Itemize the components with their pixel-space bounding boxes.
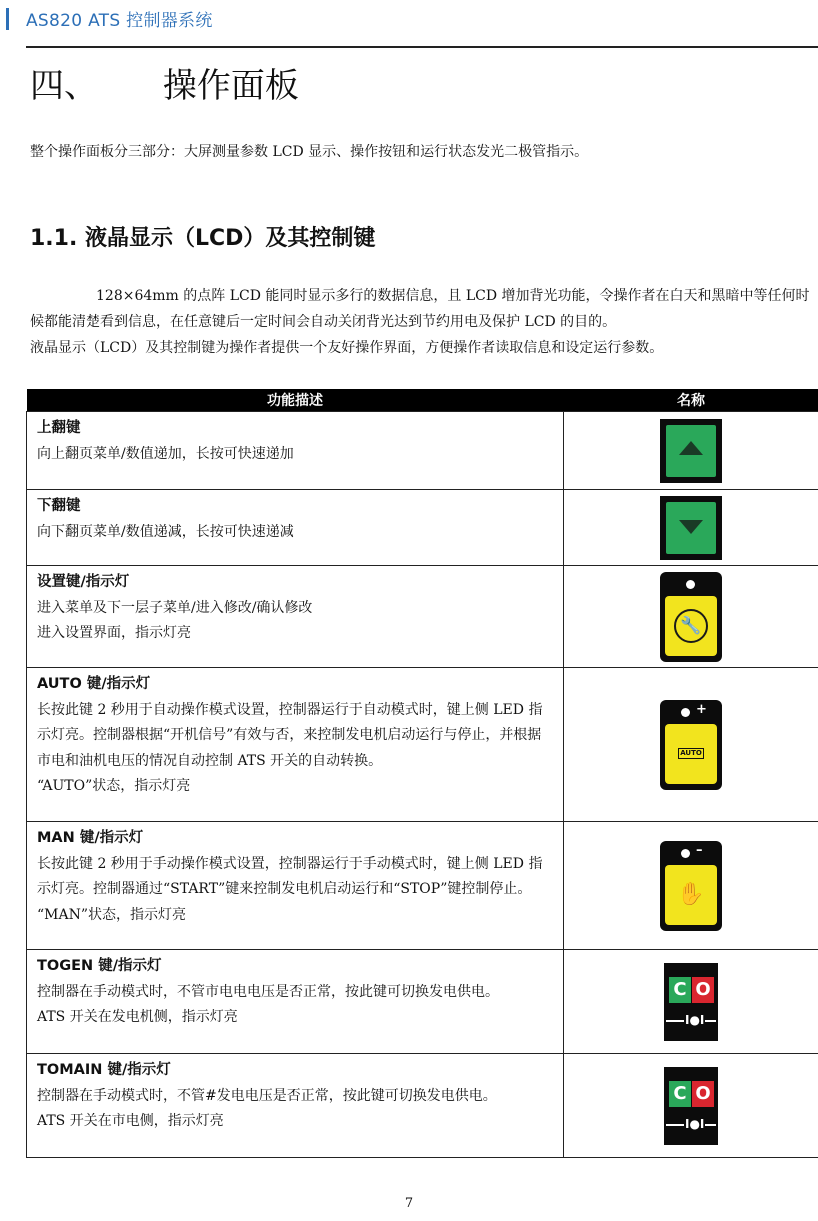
- row-description: [27, 490, 564, 566]
- wrench-icon: 🔧: [674, 609, 708, 643]
- row-description: [27, 1054, 564, 1158]
- row-icon-cell: [564, 490, 818, 566]
- row-icon-cell: [564, 822, 818, 950]
- auto-key-icon: + AUTO: [660, 700, 722, 790]
- table-row: [27, 490, 818, 566]
- key-name: 上翻键: [37, 420, 81, 436]
- row-icon-cell: [564, 1054, 818, 1158]
- intro-text: 整个操作面板分三部分：大屏测量参数 LCD 显示、操作按钮和运行状态发光二极管指示。: [30, 144, 589, 160]
- header-rule: [26, 46, 818, 48]
- key-desc-line: 向下翻页菜单/数值递减，长按可快速递减: [37, 523, 294, 540]
- key-desc-line: 进入菜单及下一层子菜单/进入修改/确认修改: [37, 599, 313, 616]
- key-desc-line: ATS 开关在市电侧，指示灯亮: [37, 1113, 224, 1130]
- key-desc-line: “AUTO”状态，指示灯亮: [37, 778, 191, 795]
- table-row: [27, 668, 818, 822]
- section-number: 四、: [30, 66, 98, 106]
- hand-man-key-icon: – ✋: [660, 841, 722, 931]
- row-icon-cell: [564, 566, 818, 668]
- co-togen-key-icon: C O I●I: [664, 963, 718, 1041]
- key-desc-line: 进入设置界面，指示灯亮: [37, 625, 191, 642]
- function-table: [26, 389, 818, 1158]
- key-name: AUTO 键/指示灯: [37, 676, 151, 692]
- down-arrow-key-icon: [660, 496, 722, 560]
- row-description: [27, 412, 564, 490]
- header-title: AS820 ATS 控制器系统: [26, 11, 213, 31]
- table-row: [27, 950, 818, 1054]
- key-desc-line: ATS 开关在发电机侧，指示灯亮: [37, 1009, 238, 1026]
- co-tomain-key-icon: C O I●I: [664, 1067, 718, 1145]
- subsection-heading: 1.1. 液晶显示（LCD）及其控制键: [30, 226, 376, 251]
- key-name: 下翻键: [37, 498, 81, 514]
- header-desc: 功能描述: [27, 389, 564, 412]
- table-row: [27, 1054, 818, 1158]
- section-title: 操作面板: [162, 66, 299, 106]
- body-paragraphs: [30, 283, 818, 361]
- header-accent-bar: [6, 8, 9, 30]
- row-description: [27, 822, 564, 950]
- up-arrow-key-icon: [660, 419, 722, 483]
- key-name: TOGEN 键/指示灯: [37, 958, 162, 974]
- section-heading: [30, 58, 299, 107]
- row-icon-cell: [564, 668, 818, 822]
- key-desc-line: 向上翻页菜单/数值递加，长按可快速递加: [37, 445, 294, 462]
- table-row: [27, 412, 818, 490]
- table-row: [27, 566, 818, 668]
- row-icon-cell: [564, 412, 818, 490]
- row-description: [27, 668, 564, 822]
- key-desc-line: 控制器在手动模式时，不管#发电电压是否正常，按此键可切换发电供电。: [37, 1087, 497, 1104]
- page-number: 7: [404, 1196, 414, 1211]
- key-desc-line: 长按此键 2 秒用于手动操作模式设置，控制器运行于手动模式时，键上侧 LED 指示灯亮。控制器通过“START”键来控制发电机启动运行和“STOP”键控制停止。: [37, 855, 543, 898]
- key-name: TOMAIN 键/指示灯: [37, 1062, 171, 1078]
- wrench-setting-key-icon: [660, 572, 722, 662]
- table-row: [27, 822, 818, 950]
- key-name: MAN 键/指示灯: [37, 830, 144, 846]
- hand-icon: ✋: [677, 882, 705, 907]
- page-header: [0, 0, 818, 48]
- row-description: [27, 950, 564, 1054]
- row-description: [27, 566, 564, 668]
- key-desc-line: “MAN”状态，指示灯亮: [37, 906, 187, 923]
- paragraph-2: 液晶显示（LCD）及其控制键为操作者提供一个友好操作界面，方便操作者读取信息和设定运行参数。: [30, 340, 664, 356]
- key-name: 设置键/指示灯: [37, 574, 130, 590]
- auto-label-icon: AUTO: [680, 749, 702, 757]
- table-header-row: [27, 389, 818, 412]
- header-name: 名称: [564, 389, 818, 412]
- key-desc-line: 长按此键 2 秒用于自动操作模式设置，控制器运行于自动模式时，键上侧 LED 指示灯亮。控制器根据“开机信号”有效与否，来控制发电机启动运行与停止，并根据市电和油机电压的情况自动控制 ATS 开关的自动转换。: [37, 701, 543, 769]
- paragraph-1: 128×64mm 的点阵 LCD 能同时显示多行的数据信息，且 LCD 增加背光功能，令操作者在白天和黑暗中等任何时候都能清楚看到信息，在任意键后一定时间会自动关闭背光达到节约用电及保护 LCD 的目的。: [30, 288, 810, 330]
- row-icon-cell: [564, 950, 818, 1054]
- key-desc-line: 控制器在手动模式时，不管市电电电压是否正常，按此键可切换发电供电。: [37, 983, 499, 1000]
